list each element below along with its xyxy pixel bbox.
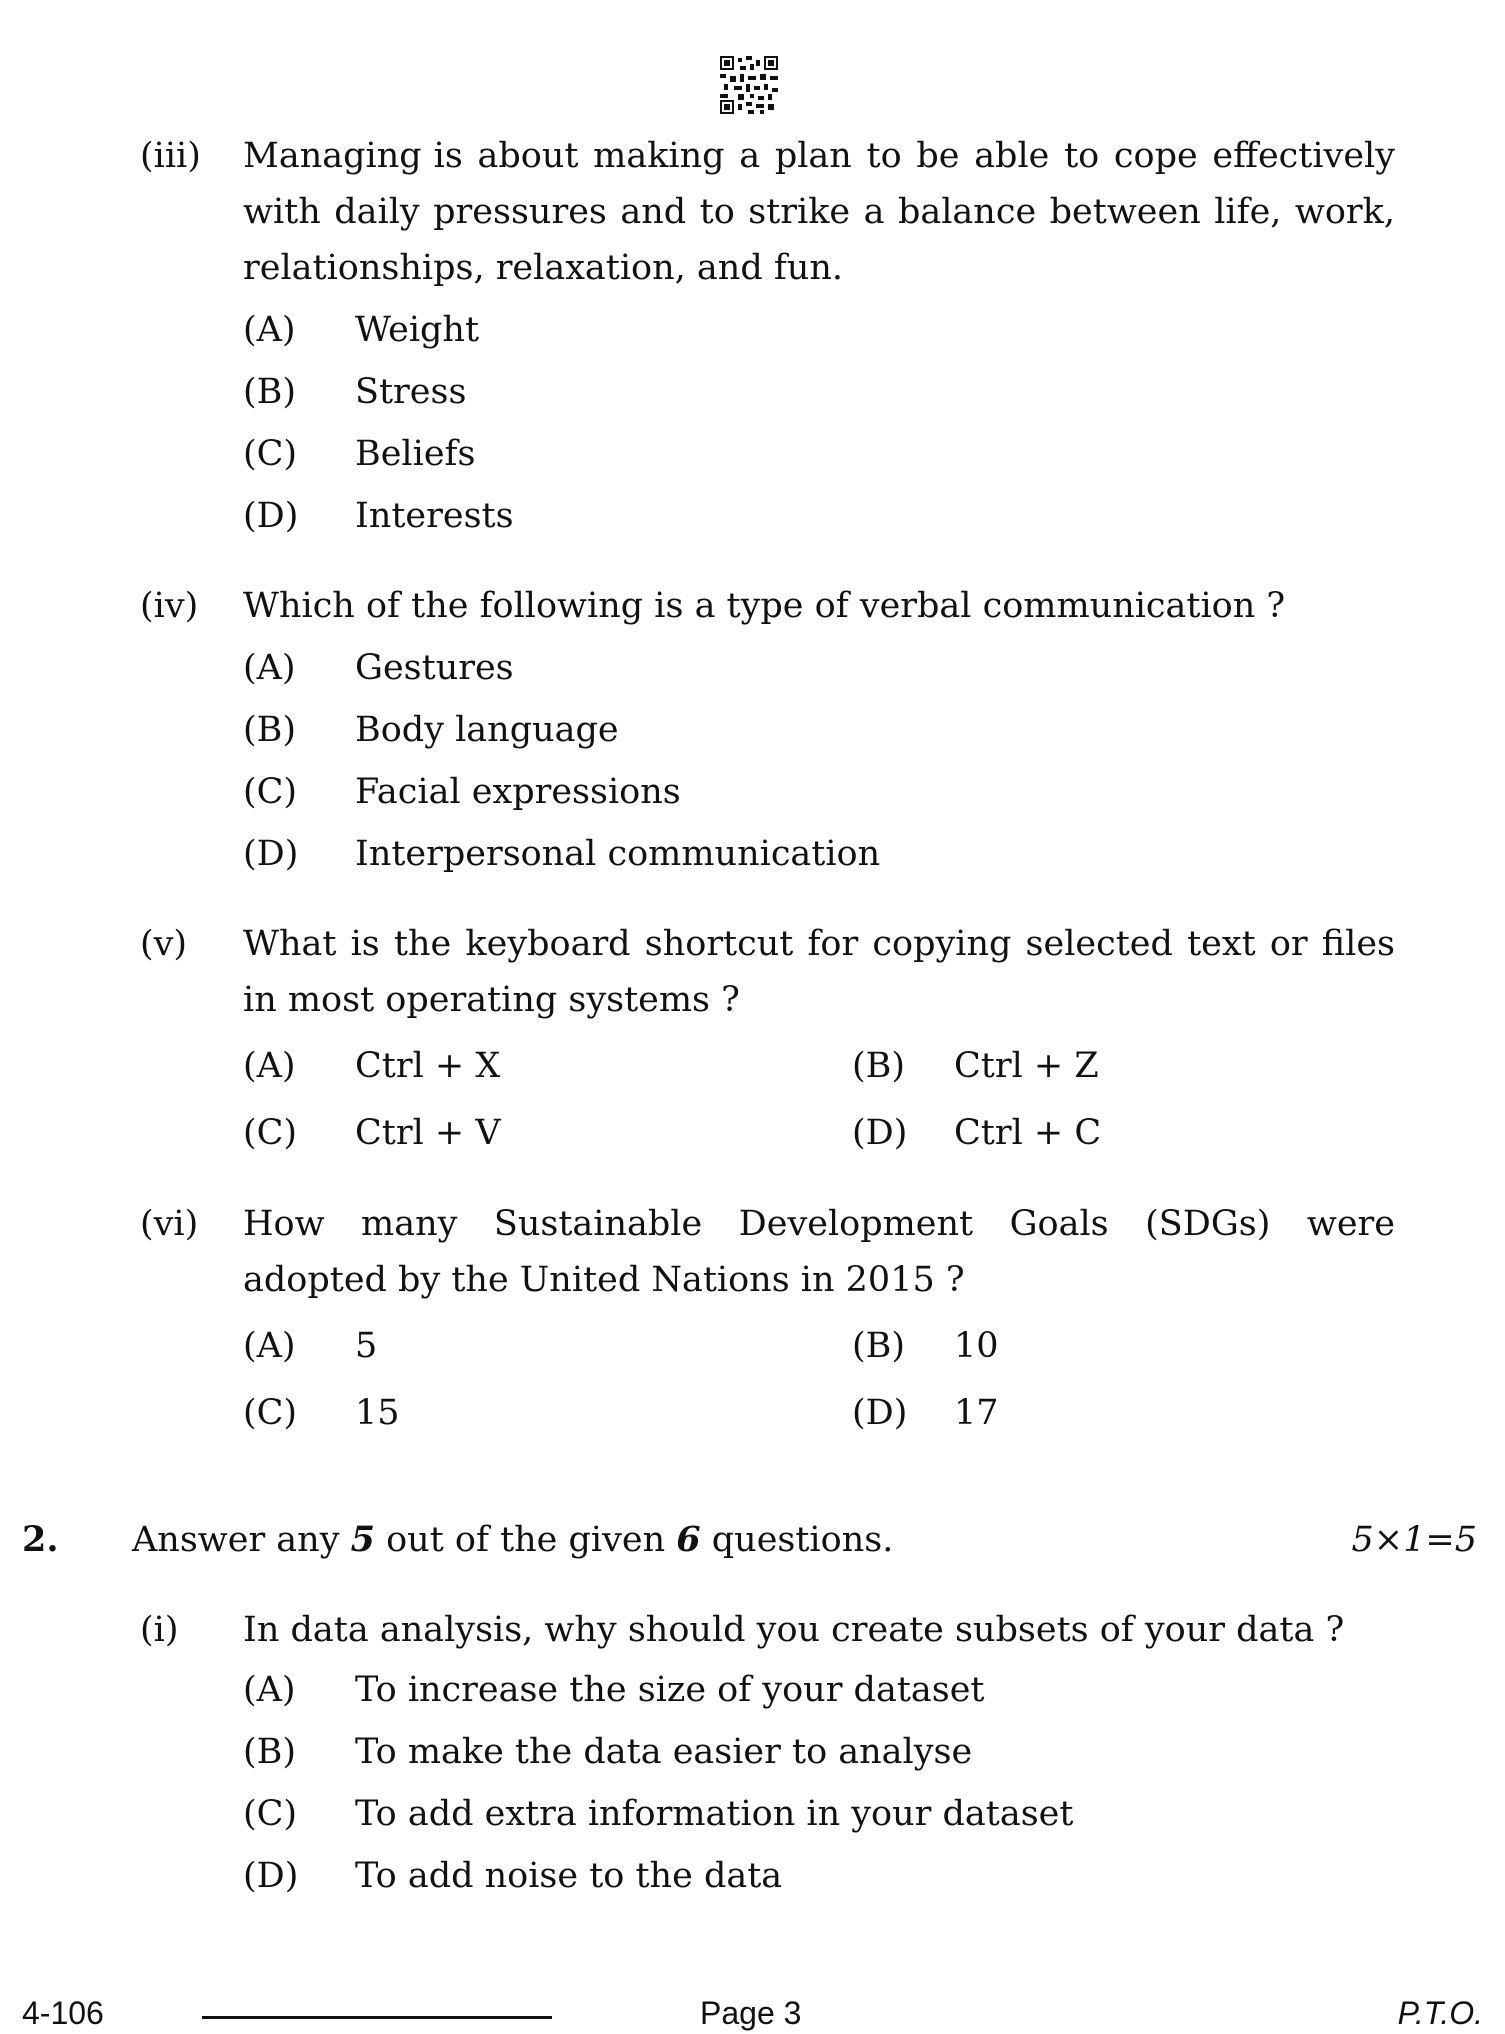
option-label: (A) xyxy=(243,1670,296,1710)
option-label: (C) xyxy=(243,1794,298,1834)
option-text: Beliefs xyxy=(355,434,476,474)
option-label: (A) xyxy=(243,310,296,350)
option-text: To make the data easier to analyse xyxy=(355,1732,973,1772)
question-text: In data analysis, why should you create subsets of your data ? xyxy=(243,1610,1345,1650)
option-label: (C) xyxy=(243,1393,298,1433)
instruction-part: Answer any xyxy=(132,1520,351,1560)
option-label: (D) xyxy=(243,834,299,874)
footer-divider xyxy=(202,2016,552,2019)
option-text: Gestures xyxy=(355,648,514,688)
option-text: 17 xyxy=(954,1393,999,1433)
option-label: (A) xyxy=(243,1326,296,1366)
question-text xyxy=(243,128,1395,296)
instruction-part: questions. xyxy=(700,1520,894,1560)
question-number: (i) xyxy=(140,1610,179,1650)
instruction-emphasis: 6 xyxy=(676,1519,701,1560)
option-label: (D) xyxy=(852,1393,908,1433)
question-number: (v) xyxy=(140,924,188,964)
option-label: (B) xyxy=(852,1326,906,1366)
section-number: 2. xyxy=(22,1519,59,1560)
option-text: To add extra information in your dataset xyxy=(355,1794,1074,1834)
option-label: (B) xyxy=(852,1046,906,1086)
option-text: Interests xyxy=(355,496,514,536)
option-text: 10 xyxy=(954,1326,999,1366)
option-label: (B) xyxy=(243,372,297,412)
page-number: Page 3 xyxy=(700,1995,802,2031)
instruction-part: out of the given xyxy=(374,1520,677,1560)
instruction-emphasis: 5 xyxy=(350,1519,375,1560)
option-label: (D) xyxy=(852,1113,908,1153)
option-text: Ctrl + Z xyxy=(954,1046,1099,1086)
option-text: Interpersonal communication xyxy=(355,834,881,874)
option-text: Body language xyxy=(355,710,619,750)
option-text: Ctrl + C xyxy=(954,1113,1102,1153)
question-text: What is the keyboard shortcut for copying selected text or files in most operating systems ? xyxy=(243,924,1395,1020)
option-label: (A) xyxy=(243,648,296,688)
qr-code-icon xyxy=(720,56,778,114)
option-label: (D) xyxy=(243,496,299,536)
page-footer xyxy=(0,1992,1505,2034)
option-text: 15 xyxy=(355,1393,400,1433)
question-text: Which of the following is a type of verbal communication ? xyxy=(243,586,1286,626)
question-text-after-blank: is about making a plan to be able to cope effectively with daily pressures and to strike a balance between life, work, relationships, relaxation, and fun. xyxy=(243,136,1395,288)
option-text: 5 xyxy=(355,1326,378,1366)
section-marks: 5×1=5 xyxy=(1351,1520,1477,1560)
option-label: (A) xyxy=(243,1046,296,1086)
option-text: Ctrl + V xyxy=(355,1113,501,1153)
option-text: To add noise to the data xyxy=(355,1856,783,1896)
question-number: (iv) xyxy=(140,586,199,626)
paper-code: 4-106 xyxy=(22,1995,104,2031)
option-text: Facial expressions xyxy=(355,772,681,812)
option-label: (C) xyxy=(243,772,298,812)
option-label: (C) xyxy=(243,434,298,474)
question-text-before-blank: Managing xyxy=(243,136,422,176)
please-turn-over: P.T.O. xyxy=(1397,1995,1483,2031)
question-text: How many Sustainable Development Goals (SDGs) were adopted by the United Nations in 2015 ? xyxy=(243,1204,1395,1300)
option-text: Weight xyxy=(355,310,480,350)
question-number: (iii) xyxy=(140,136,201,176)
option-label: (D) xyxy=(243,1856,299,1896)
option-text: Ctrl + X xyxy=(355,1046,501,1086)
question-number: (vi) xyxy=(140,1204,199,1244)
option-text: To increase the size of your dataset xyxy=(355,1670,985,1710)
option-label: (B) xyxy=(243,710,297,750)
option-label: (B) xyxy=(243,1732,297,1772)
option-text: Stress xyxy=(355,372,467,412)
option-label: (C) xyxy=(243,1113,298,1153)
section-instruction xyxy=(132,1512,893,1568)
